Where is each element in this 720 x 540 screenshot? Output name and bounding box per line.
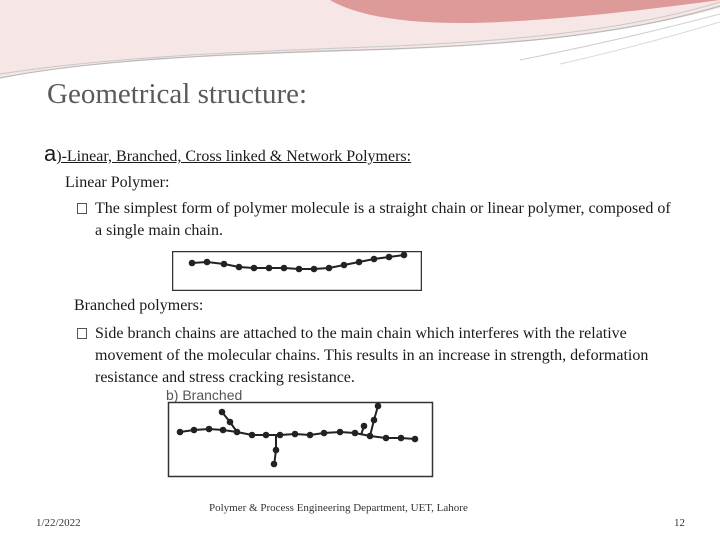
linear-polymer-bullet <box>77 198 677 242</box>
branched-polymer-bullet <box>77 323 677 389</box>
linear-polymer-figure <box>172 251 422 291</box>
footer-page-number: 12 <box>674 517 685 529</box>
bullet-box-icon <box>77 203 87 214</box>
slide-title: Geometrical structure: <box>47 78 308 110</box>
linear-polymer-text: The simplest form of polymer molecule is a straight chain or linear polymer, composed of a single main chain. <box>95 200 671 239</box>
branched-polymer-figure <box>160 390 436 478</box>
section-subtitle <box>44 141 411 167</box>
bullet-box-icon <box>77 328 87 339</box>
subtitle-text: )-Linear, Branched, Cross linked & Network Polymers: <box>56 148 412 165</box>
header-wave-decoration <box>0 0 720 90</box>
branched-figure-label: b) Branched <box>166 390 243 403</box>
subtitle-letter: a <box>44 141 57 166</box>
branched-polymer-heading: Branched polymers: <box>74 297 204 314</box>
footer-department: Polymer & Process Engineering Department, UET, Lahore <box>209 502 468 514</box>
linear-polymer-heading: Linear Polymer: <box>65 174 170 191</box>
footer-date: 1/22/2022 <box>36 517 81 529</box>
branched-polymer-text: Side branch chains are attached to the main chain which interferes with the relative movement of the molecular chains. This results in an increase in strength, deformation resistance and stress cracking resistance. <box>95 325 649 386</box>
